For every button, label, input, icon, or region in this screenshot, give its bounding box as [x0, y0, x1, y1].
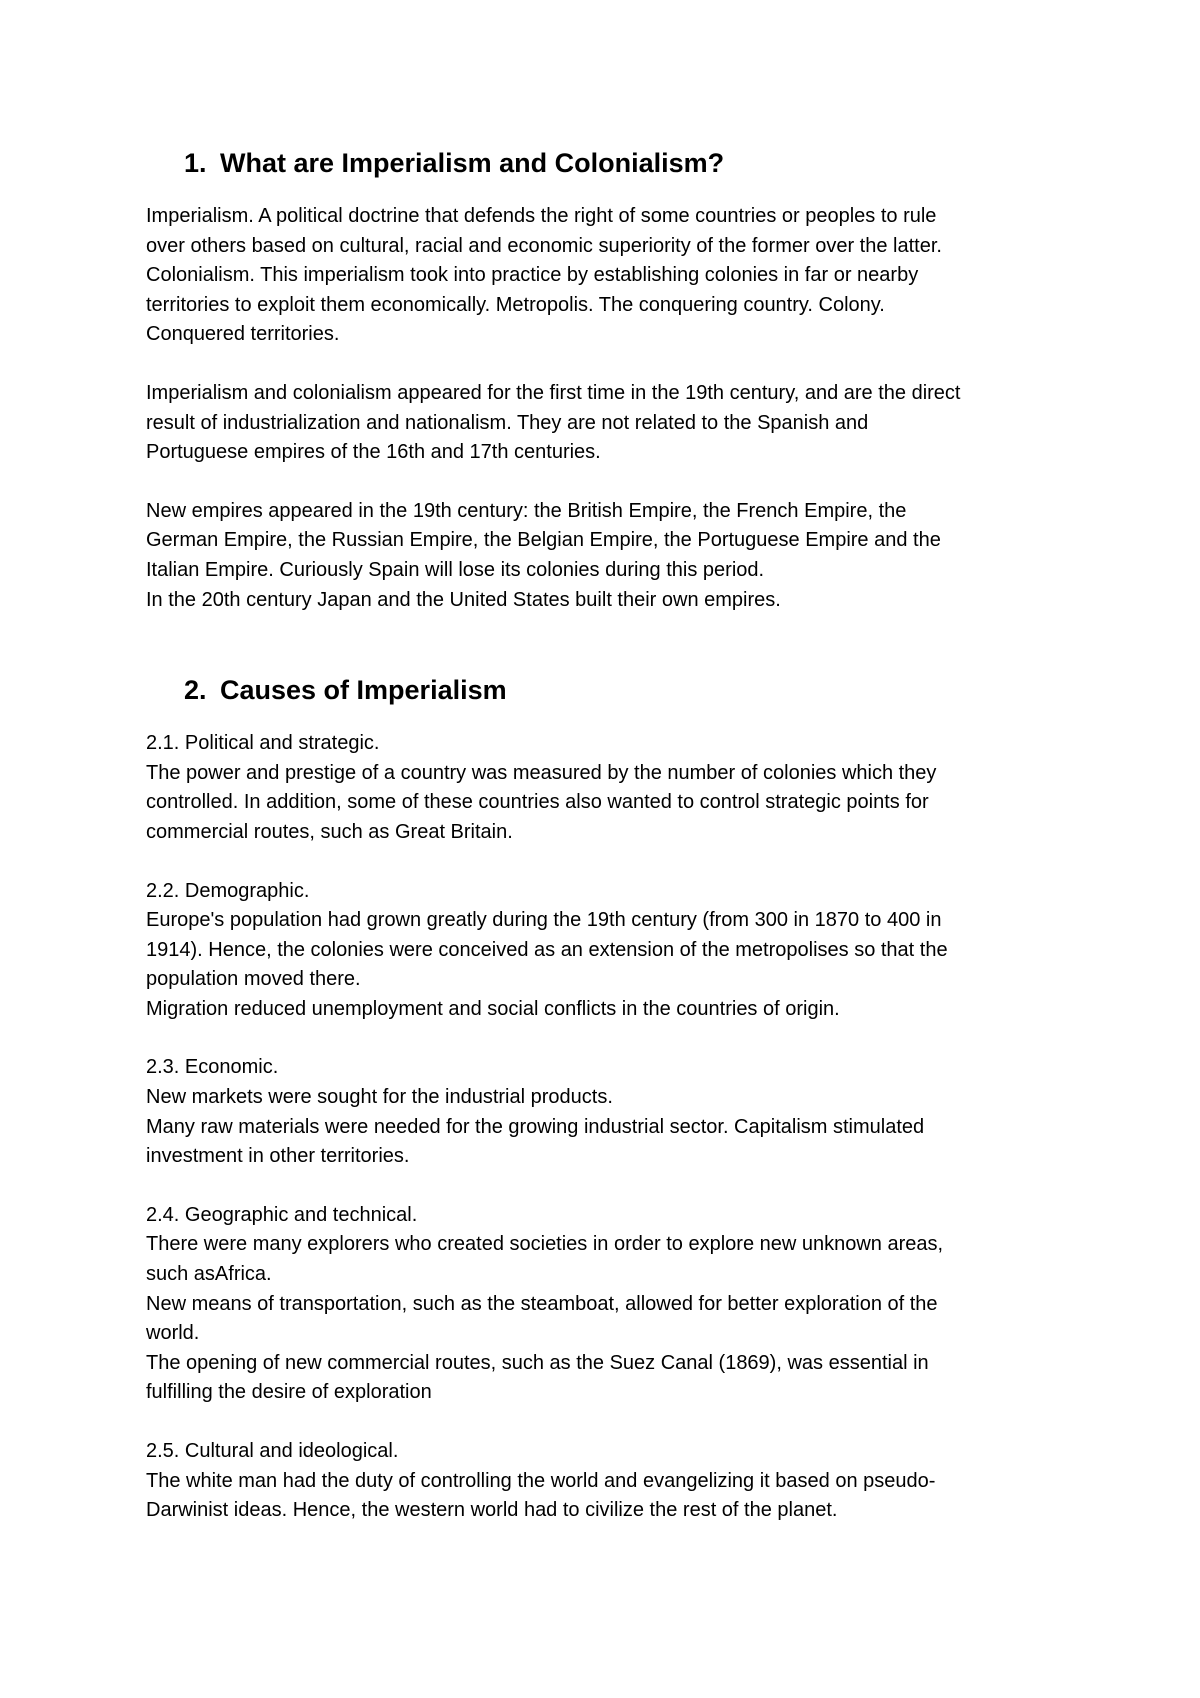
section-2-number: 2.: [184, 675, 207, 706]
text-line: Imperialism and colonialism appeared for the first time in the 19th century, and are the direct: [146, 381, 961, 404]
text-line: The opening of new commercial routes, such as the Suez Canal (1869), was essential in: [146, 1351, 929, 1374]
s2-paragraph-1: [146, 729, 1076, 847]
paragraph-gap: [146, 468, 1076, 497]
text-line: fulfilling the desire of exploration: [146, 1381, 432, 1404]
s1-paragraph-1: [146, 202, 1076, 350]
paragraph-gap: [146, 848, 1076, 877]
text-line: Italian Empire. Curiously Spain will lose its colonies during this period.: [146, 558, 765, 581]
text-line: New means of transportation, such as the steamboat, allowed for better exploration of the: [146, 1292, 938, 1315]
text-line: Many raw materials were needed for the growing industrial sector. Capitalism stimulated: [146, 1115, 925, 1138]
subsection-title: 2.4. Geographic and technical.: [146, 1203, 418, 1226]
text-line: The white man had the duty of controlling the world and evangelizing it based on pseudo-: [146, 1469, 936, 1492]
text-line: result of industrialization and nationalism. They are not related to the Spanish and: [146, 411, 869, 434]
document-content: [146, 146, 1076, 1526]
text-line: Migration reduced unemployment and social conflicts in the countries of origin.: [146, 997, 840, 1020]
subsection-title: 2.1. Political and strategic.: [146, 732, 380, 755]
text-line: Conquered territories.: [146, 323, 340, 346]
paragraph-gap: [146, 350, 1076, 379]
section-gap: [146, 615, 1076, 673]
subsection-title: 2.3. Economic.: [146, 1056, 279, 1079]
s2-paragraph-4: [146, 1201, 1076, 1408]
text-line: 1914). Hence, the colonies were conceived as an extension of the metropolises so that the: [146, 938, 948, 961]
section-1-title: What are Imperialism and Colonialism?: [220, 148, 725, 178]
section-2-title: Causes of Imperialism: [220, 675, 507, 706]
text-line: controlled. In addition, some of these countries also wanted to control strategic points for: [146, 791, 929, 814]
text-line: German Empire, the Russian Empire, the Belgian Empire, the Portuguese Empire and the: [146, 529, 941, 552]
text-line: In the 20th century Japan and the United States built their own empires.: [146, 588, 781, 611]
text-line: territories to exploit them economically. Metropolis. The conquering country. Colony.: [146, 293, 885, 316]
section-1-number: 1.: [184, 148, 207, 178]
s1-paragraph-3: [146, 497, 1076, 615]
text-line: commercial routes, such as Great Britain.: [146, 820, 513, 843]
s2-paragraph-2: [146, 877, 1076, 1025]
paragraph-gap: [146, 1172, 1076, 1201]
subsection-title: 2.2. Demographic.: [146, 879, 310, 902]
text-line: population moved there.: [146, 968, 361, 991]
paragraph-gap: [146, 1024, 1076, 1053]
section-1-heading: [184, 146, 1076, 180]
text-line: Darwinist ideas. Hence, the western world had to civilize the rest of the planet.: [146, 1499, 838, 1522]
text-line: New empires appeared in the 19th century: the British Empire, the French Empire, the: [146, 499, 907, 522]
text-line: investment in other territories.: [146, 1145, 410, 1168]
text-line: over others based on cultural, racial and economic superiority of the former over the latter.: [146, 234, 942, 257]
text-line: Europe's population had grown greatly during the 19th century (from 300 in 1870 to 400 in: [146, 909, 942, 932]
s2-paragraph-3: [146, 1053, 1076, 1171]
text-line: There were many explorers who created societies in order to explore new unknown areas,: [146, 1233, 944, 1256]
s1-paragraph-2: [146, 379, 1076, 468]
subsection-title: 2.5. Cultural and ideological.: [146, 1440, 399, 1462]
text-line: Imperialism. A political doctrine that defends the right of some countries or peoples to rule: [146, 205, 937, 227]
section-2-heading: [184, 673, 1076, 707]
text-line: such asAfrica.: [146, 1263, 272, 1286]
text-line: Portuguese empires of the 16th and 17th centuries.: [146, 441, 601, 464]
text-line: New markets were sought for the industrial products.: [146, 1086, 613, 1109]
s2-paragraph-5: [146, 1437, 1076, 1526]
text-line: world.: [146, 1322, 200, 1345]
text-line: The power and prestige of a country was measured by the number of colonies which they: [146, 761, 937, 784]
text-line: Colonialism. This imperialism took into practice by establishing colonies in far or nearby: [146, 264, 919, 287]
paragraph-gap: [146, 1408, 1076, 1437]
